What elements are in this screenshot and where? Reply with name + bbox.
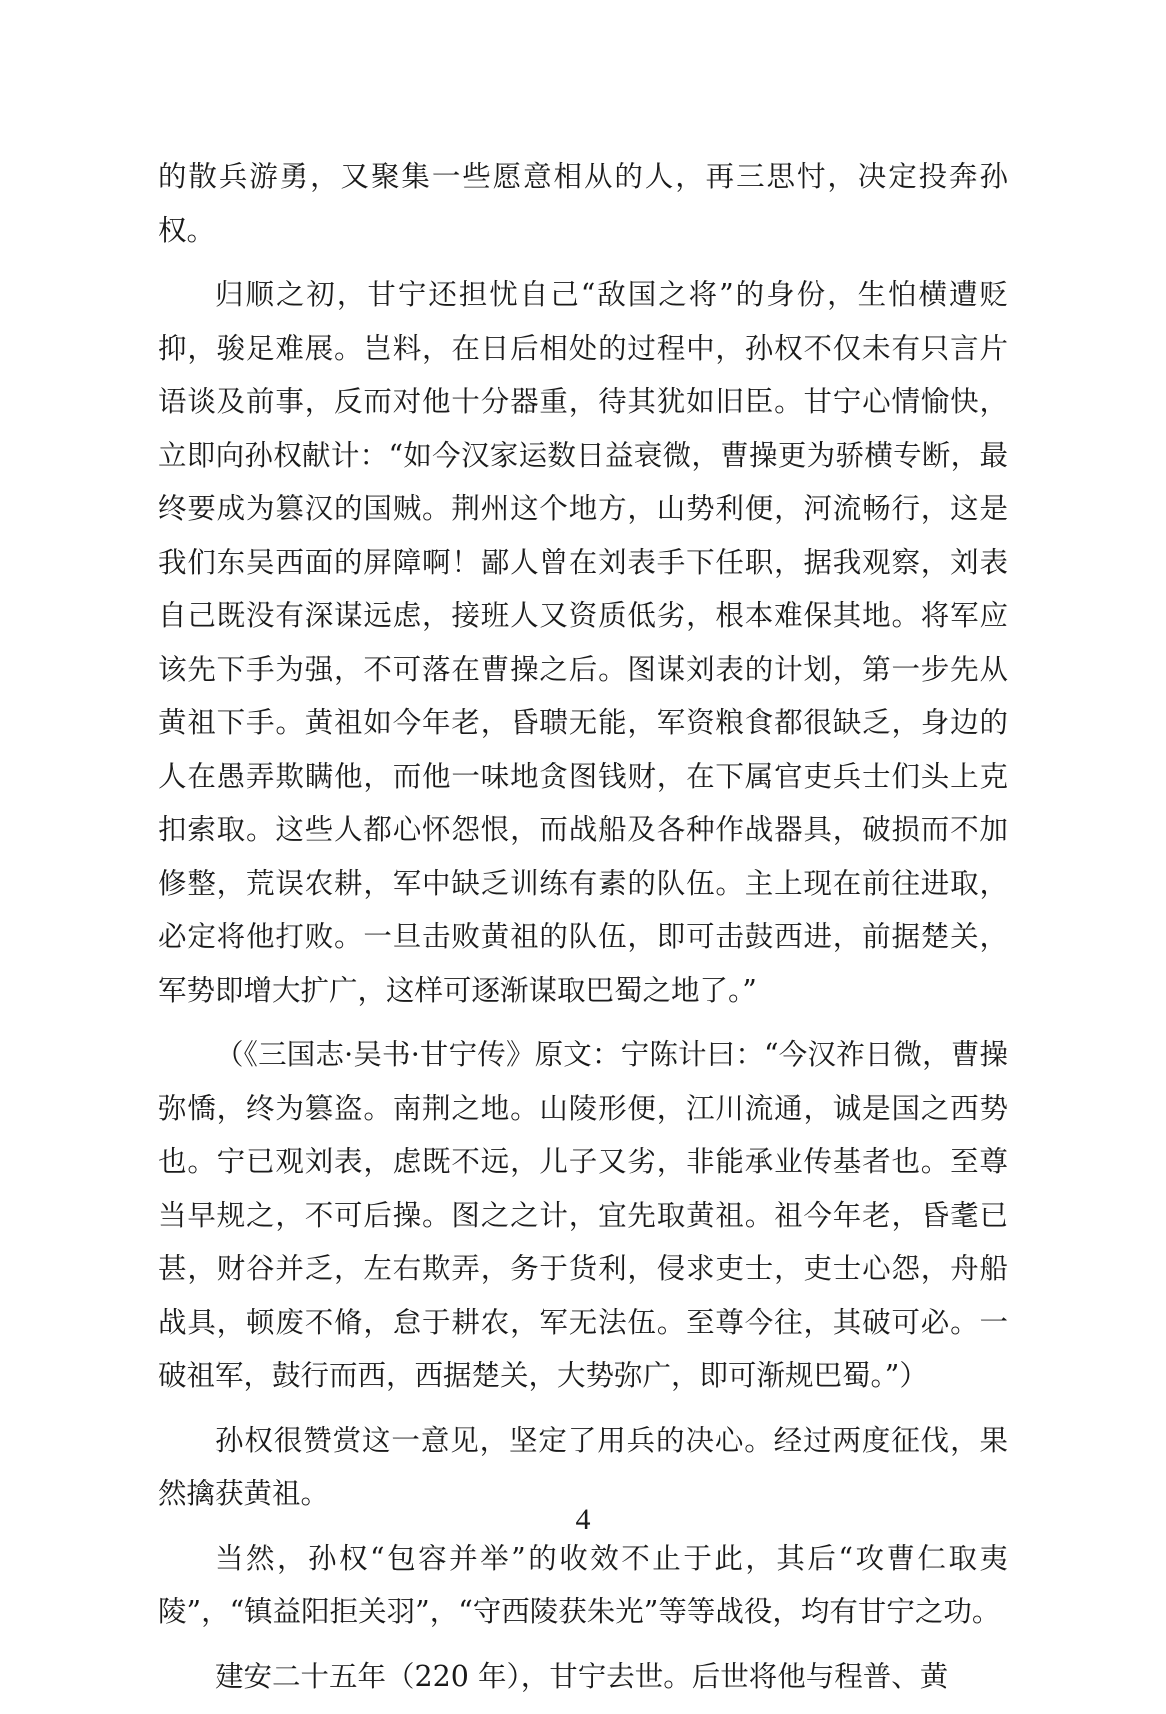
paragraph-gan-ning-proposal: 归顺之初，甘宁还担忧自己“敌国之将”的身份，生怕横遭贬抑，骏足难展。岂料，在日后相处的过程中，孙权不仅未有只言片语谈及前事，反而对他十分器重，待其犹如旧臣。甘宁心情愉快，立即向孙权献计：“如今汉家运数日益衰微，曹操更为骄横专断，最终要成为篡汉的国贼。荆州这个地方，山势利便，河流畅行，这是我们东吴西面的屏障啊！鄙人曾在刘表手下任职，据我观察，刘表自己既没有深谋远虑，接班人又资质低劣，根本难保其地。将军应该先下手为强，不可落在曹操之后。图谋刘表的计划，第一步先从黄祖下手。黄祖如今年老，昏聩无能，军资粮食都很缺乏，身边的人在愚弄欺瞒他，而他一味地贪图钱财，在下属官吏兵士们头上克扣索取。这些人都心怀怨恨，而战船及各种作战器具，破损而不加修整，荒误农耕，军中缺乏训练有素的队伍。主上现在前往进取，必定将他打败。一旦击败黄祖的队伍，即可击鼓西进，前据楚关，军势即增大扩广，这样可逐渐谋取巴蜀之地了。” <box>158 278 1008 1007</box>
paragraph-sun-quan-approval: 孙权很赞赏这一意见，坚定了用兵的决心。经过两度征伐，果然擒获黄祖。 <box>158 1423 1008 1510</box>
paragraph-continued: 的散兵游勇，又聚集一些愿意相从的人，再三思忖，决定投奔孙权。 <box>158 160 1008 247</box>
paragraph-original-text-quote: （《三国志·吴书·甘宁传》原文：宁陈计曰：“今汉祚日微，曹操弥憍，终为篡盗。南荆之地。山陵形便，江川流通，诚是国之西势也。宁已观刘表，虑既不远，儿子又劣，非能承业传基者也。至尊当早规之，不可后操。图之之计，宜先取黄祖。祖今年老，昏耄已甚，财谷并乏，左右欺弄，务于货利，侵求吏士，吏士心怨，舟船战具，顿废不脩，怠于耕农，军无法伍。至尊今往，其破可必。一破祖军，鼓行而西，西据楚关，大势弥广，即可渐规巴蜀。”） <box>158 1038 1008 1392</box>
paragraph-death: 建安二十五年（220 年），甘宁去世。后世将他与程普、黄 <box>215 1659 949 1693</box>
paragraph-later-achievements: 当然，孙权“包容并举”的收效不止于此，其后“攻曹仁取夷陵”，“镇益阳拒关羽”，“守西陵获朱光”等等战役，均有甘宁之功。 <box>158 1541 1008 1628</box>
body-text <box>158 150 1008 1714</box>
page-number: 4 <box>575 1503 591 1536</box>
